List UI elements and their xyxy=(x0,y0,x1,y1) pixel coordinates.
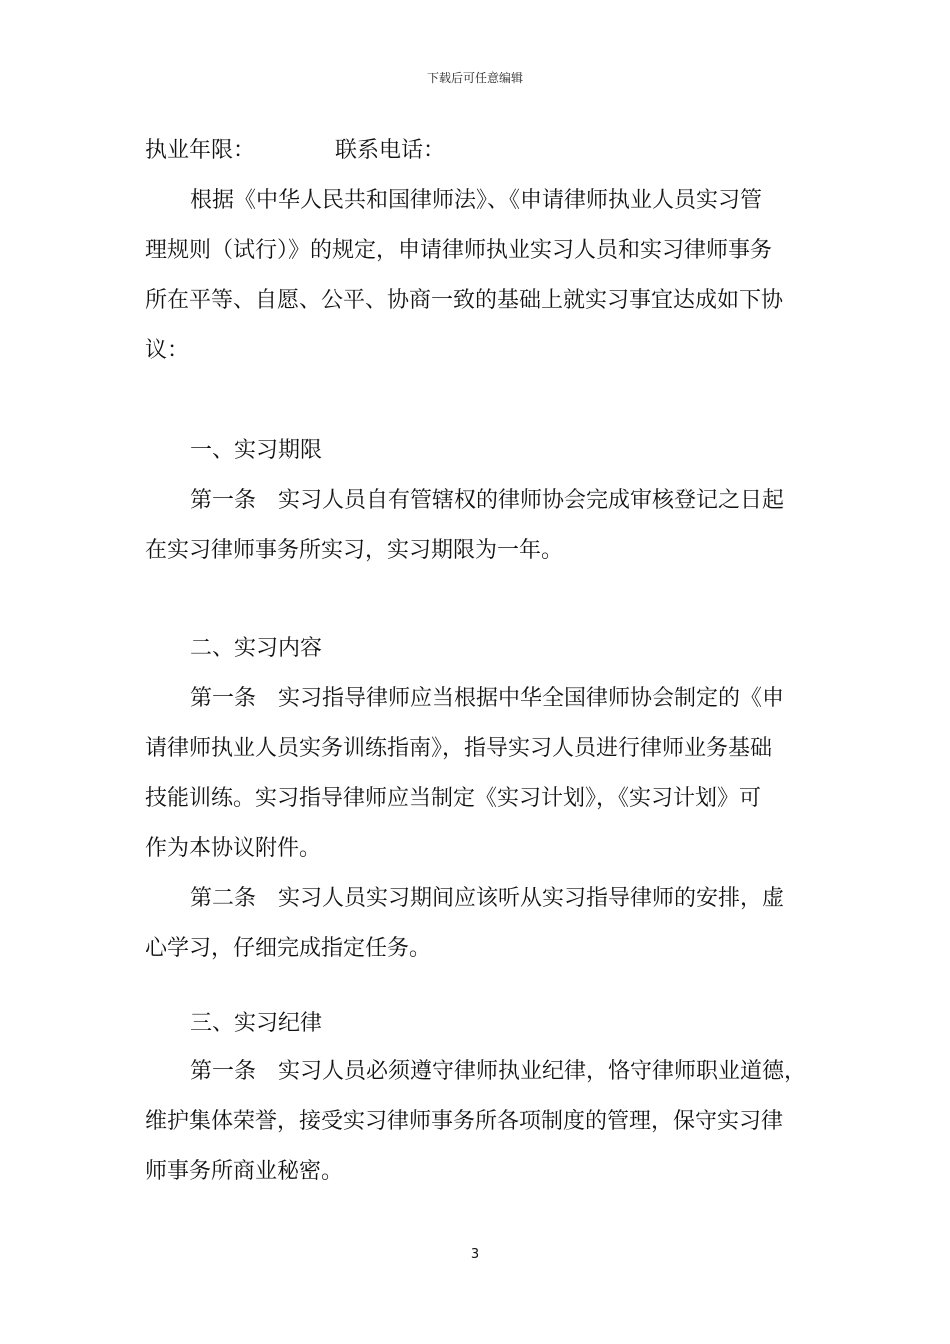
article-line xyxy=(190,1058,806,1086)
page-number: 3 xyxy=(470,1247,480,1262)
article-line: 作为本协议附件。 xyxy=(145,836,322,861)
article-text: 实习人员自有管辖权的律师协会完成审核登记之日起 xyxy=(278,488,785,513)
article-line xyxy=(190,885,784,913)
article-text: 实习指导律师应当根据中华全国律师协会制定的《申 xyxy=(278,686,785,711)
article-line: 维护集体荣誉，接受实习律师事务所各项制度的管理，保守实习律 xyxy=(145,1109,784,1134)
article-line xyxy=(190,685,784,713)
contact-fields-line xyxy=(145,137,445,165)
article-text: 实习人员实习期间应该听从实习指导律师的安排，虚 xyxy=(278,886,785,911)
intro-line: 理规则（试行）》的规定，申请律师执业实习人员和实习律师事务 xyxy=(145,238,773,263)
intro-line: 议： xyxy=(145,338,190,363)
intro-line: 所在平等、自愿、公平、协商一致的基础上就实习事宜达成如下协 xyxy=(145,288,784,313)
article-label: 第二条 xyxy=(190,886,257,911)
article-line xyxy=(190,487,784,515)
article-line: 技能训练。实习指导律师应当制定《实习计划》，《实习计划》可 xyxy=(145,786,762,811)
article-label: 第一条 xyxy=(190,686,257,711)
article-line: 在实习律师事务所实习，实习期限为一年。 xyxy=(145,538,564,563)
years-label: 执业年限： xyxy=(145,138,256,163)
article-line: 师事务所商业秘密。 xyxy=(145,1159,344,1184)
section-title: 二、实习内容 xyxy=(190,636,323,661)
article-label: 第一条 xyxy=(190,1059,257,1084)
section-title: 一、实习期限 xyxy=(190,438,323,463)
article-text: 实习人员必须遵守律师执业纪律，恪守律师职业道德， xyxy=(278,1059,807,1084)
article-line: 心学习，仔细完成指定任务。 xyxy=(145,936,432,961)
page-header-note: 下载后可任意编辑 xyxy=(426,71,523,85)
article-label: 第一条 xyxy=(190,488,257,513)
phone-label: 联系电话： xyxy=(335,138,446,163)
section-title: 三、实习纪律 xyxy=(190,1011,323,1036)
intro-line: 根据《中华人民共和国律师法》、《申请律师执业人员实习管 xyxy=(190,188,763,213)
article-line: 请律师执业人员实务训练指南》，指导实习人员进行律师业务基础 xyxy=(145,736,773,761)
